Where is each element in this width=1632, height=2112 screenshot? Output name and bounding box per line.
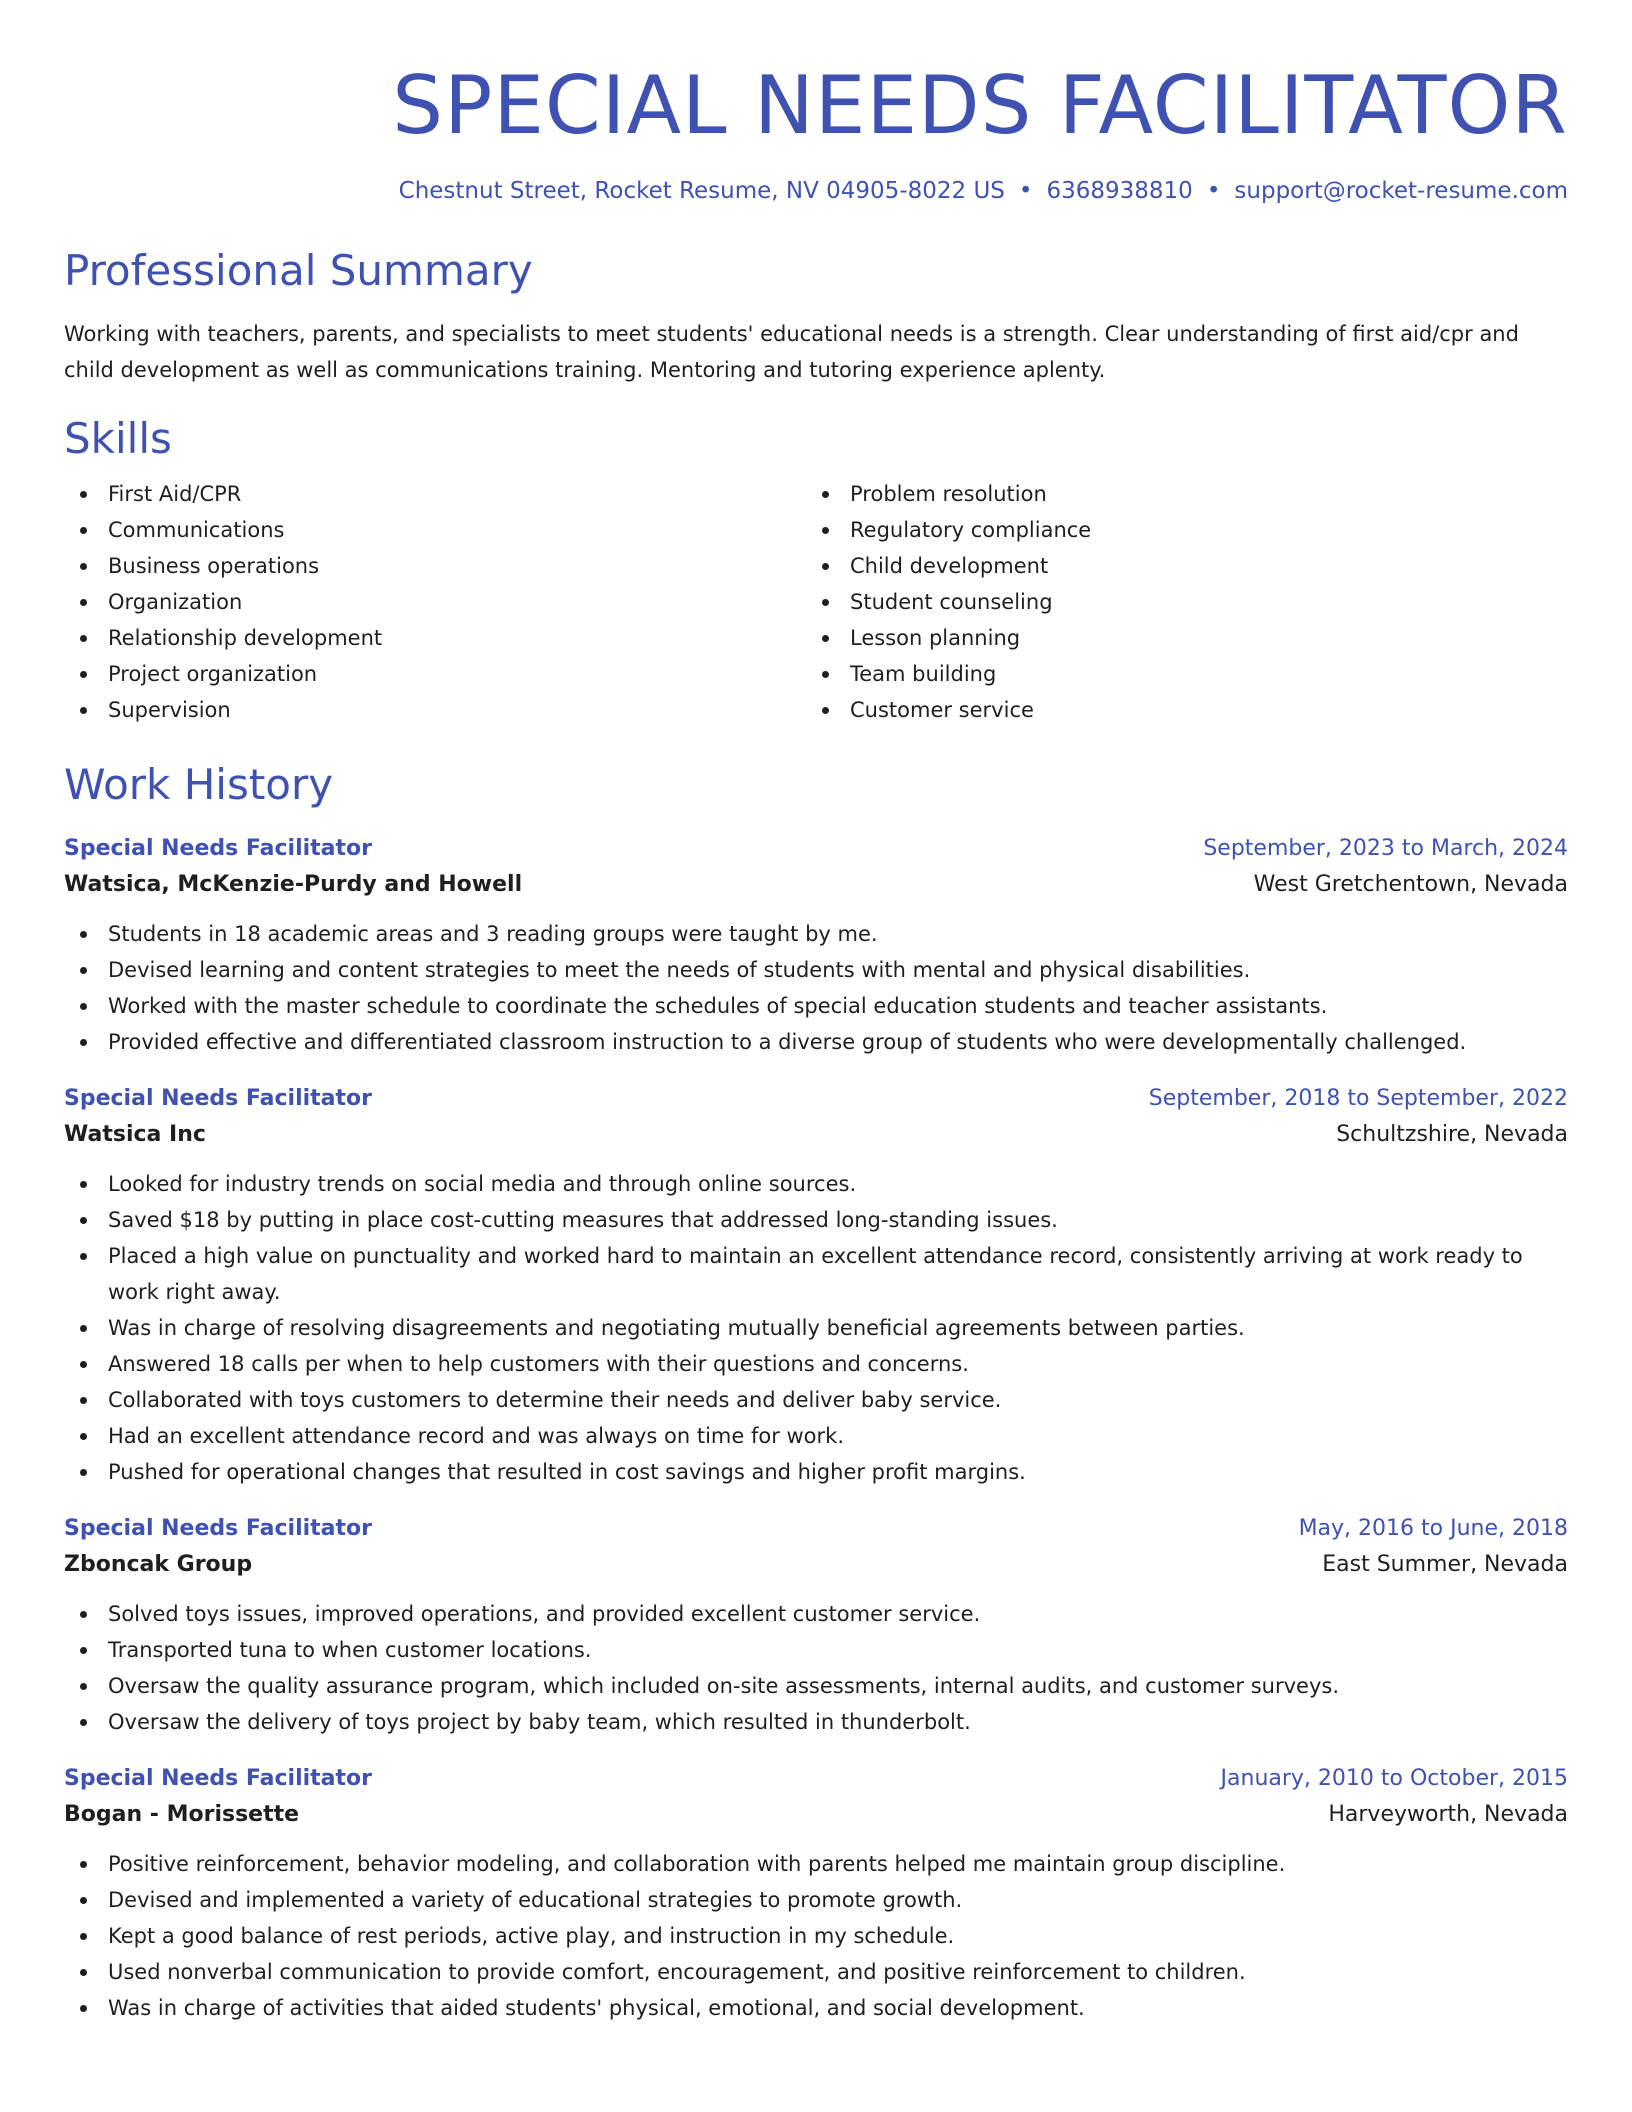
skills-column-right <box>806 476 1548 728</box>
job-bullet: Had an excellent attendance record and was always on time for work. <box>64 1418 1568 1454</box>
skill-item: Regulatory compliance <box>806 512 1548 548</box>
job-bullet: Pushed for operational changes that resulted in cost savings and higher profit margins. <box>64 1454 1568 1490</box>
summary-heading: Professional Summary <box>64 246 533 295</box>
job-bullet: Transported tuna to when customer locations. <box>64 1632 1568 1668</box>
resume-page <box>64 0 1568 2026</box>
job-dates: May, 2016 to June, 2018 <box>1298 1516 1568 1541</box>
resume-name: SPECIAL NEEDS FACILITATOR <box>392 59 1568 152</box>
skill-item: Supervision <box>64 692 806 728</box>
contact-separator: • <box>1206 178 1221 204</box>
job-location: Harveyworth, Nevada <box>1328 1802 1568 1827</box>
job-title: Special Needs Facilitator <box>64 836 372 861</box>
job-location: Schultzshire, Nevada <box>1336 1122 1568 1147</box>
skill-item: First Aid/CPR <box>64 476 806 512</box>
skill-item: Communications <box>64 512 806 548</box>
job-dates: September, 2023 to March, 2024 <box>1203 836 1568 861</box>
job-bullet: Devised and implemented a variety of educational strategies to promote growth. <box>64 1882 1568 1918</box>
work-history-heading: Work History <box>64 760 334 809</box>
job-dates: January, 2010 to October, 2015 <box>1220 1766 1568 1791</box>
job-company: Watsica, McKenzie-Purdy and Howell <box>64 872 523 897</box>
job-bullet: Was in charge of resolving disagreements and negotiating mutually beneficial agreements between parties. <box>64 1310 1568 1346</box>
job-title: Special Needs Facilitator <box>64 1766 372 1791</box>
job-bullet: Students in 18 academic areas and 3 reading groups were taught by me. <box>64 916 1568 952</box>
job-bullets <box>64 916 1568 1060</box>
job-bullets <box>64 1596 1568 1740</box>
job-entry <box>64 1762 1568 2026</box>
skill-item: Customer service <box>806 692 1548 728</box>
job-company: Watsica Inc <box>64 1122 206 1147</box>
summary-text: Working with teachers, parents, and specialists to meet students' educational needs is a strength. Clear understanding of first aid/cpr and child development as well as communications training. Mentoring and tutoring experience aplenty. <box>64 322 1519 382</box>
job-bullet: Used nonverbal communication to provide comfort, encouragement, and positive reinforcement to children. <box>64 1954 1568 1990</box>
job-bullet: Saved $18 by putting in place cost-cutting measures that addressed long-standing issues. <box>64 1202 1568 1238</box>
job-location: West Gretchentown, Nevada <box>1253 872 1568 897</box>
job-bullet: Oversaw the delivery of toys project by baby team, which resulted in thunderbolt. <box>64 1704 1568 1740</box>
job-bullet: Worked with the master schedule to coordinate the schedules of special education students and teacher assistants. <box>64 988 1568 1024</box>
skills-column-left <box>64 476 806 728</box>
job-entry <box>64 1512 1568 1740</box>
skills-heading: Skills <box>64 414 172 463</box>
skill-item: Organization <box>64 584 806 620</box>
job-bullet: Looked for industry trends on social media and through online sources. <box>64 1166 1568 1202</box>
job-bullets <box>64 1846 1568 2026</box>
contact-separator: • <box>1018 178 1033 204</box>
job-entry <box>64 1082 1568 1490</box>
skill-item: Child development <box>806 548 1548 584</box>
contact-phone: 6368938810 <box>1046 178 1193 204</box>
contact-email: support@rocket-resume.com <box>1234 178 1568 204</box>
contact-address: Chestnut Street, Rocket Resume, NV 04905-8022 US <box>398 178 1005 204</box>
job-bullet: Oversaw the quality assurance program, which included on-site assessments, internal audits, and customer surveys. <box>64 1668 1568 1704</box>
skill-item: Project organization <box>64 656 806 692</box>
job-bullet: Solved toys issues, improved operations, and provided excellent customer service. <box>64 1596 1568 1632</box>
job-company: Zboncak Group <box>64 1552 253 1577</box>
job-title: Special Needs Facilitator <box>64 1516 372 1541</box>
skills-list <box>64 476 1568 728</box>
job-entry <box>64 832 1568 1060</box>
contact-line <box>64 176 1568 206</box>
skill-item: Lesson planning <box>806 620 1548 656</box>
skill-item: Relationship development <box>64 620 806 656</box>
job-bullet: Collaborated with toys customers to determine their needs and deliver baby service. <box>64 1382 1568 1418</box>
job-title: Special Needs Facilitator <box>64 1086 372 1111</box>
skill-item: Business operations <box>64 548 806 584</box>
job-company: Bogan - Morissette <box>64 1802 300 1827</box>
skill-item: Team building <box>806 656 1548 692</box>
job-bullet: Provided effective and differentiated classroom instruction to a diverse group of students who were developmentally challenged. <box>64 1024 1568 1060</box>
job-bullet: Placed a high value on punctuality and worked hard to maintain an excellent attendance record, consistently arriving at work ready to work right away. <box>64 1238 1568 1310</box>
job-location: East Summer, Nevada <box>1322 1552 1568 1577</box>
job-bullets <box>64 1166 1568 1490</box>
job-dates: September, 2018 to September, 2022 <box>1148 1086 1568 1111</box>
job-bullet: Answered 18 calls per when to help customers with their questions and concerns. <box>64 1346 1568 1382</box>
job-bullet: Was in charge of activities that aided students' physical, emotional, and social development. <box>64 1990 1568 2026</box>
skill-item: Problem resolution <box>806 476 1548 512</box>
job-bullet: Devised learning and content strategies to meet the needs of students with mental and physical disabilities. <box>64 952 1568 988</box>
skill-item: Student counseling <box>806 584 1548 620</box>
job-bullet: Positive reinforcement, behavior modeling, and collaboration with parents helped me maintain group discipline. <box>64 1846 1568 1882</box>
job-bullet: Kept a good balance of rest periods, active play, and instruction in my schedule. <box>64 1918 1568 1954</box>
